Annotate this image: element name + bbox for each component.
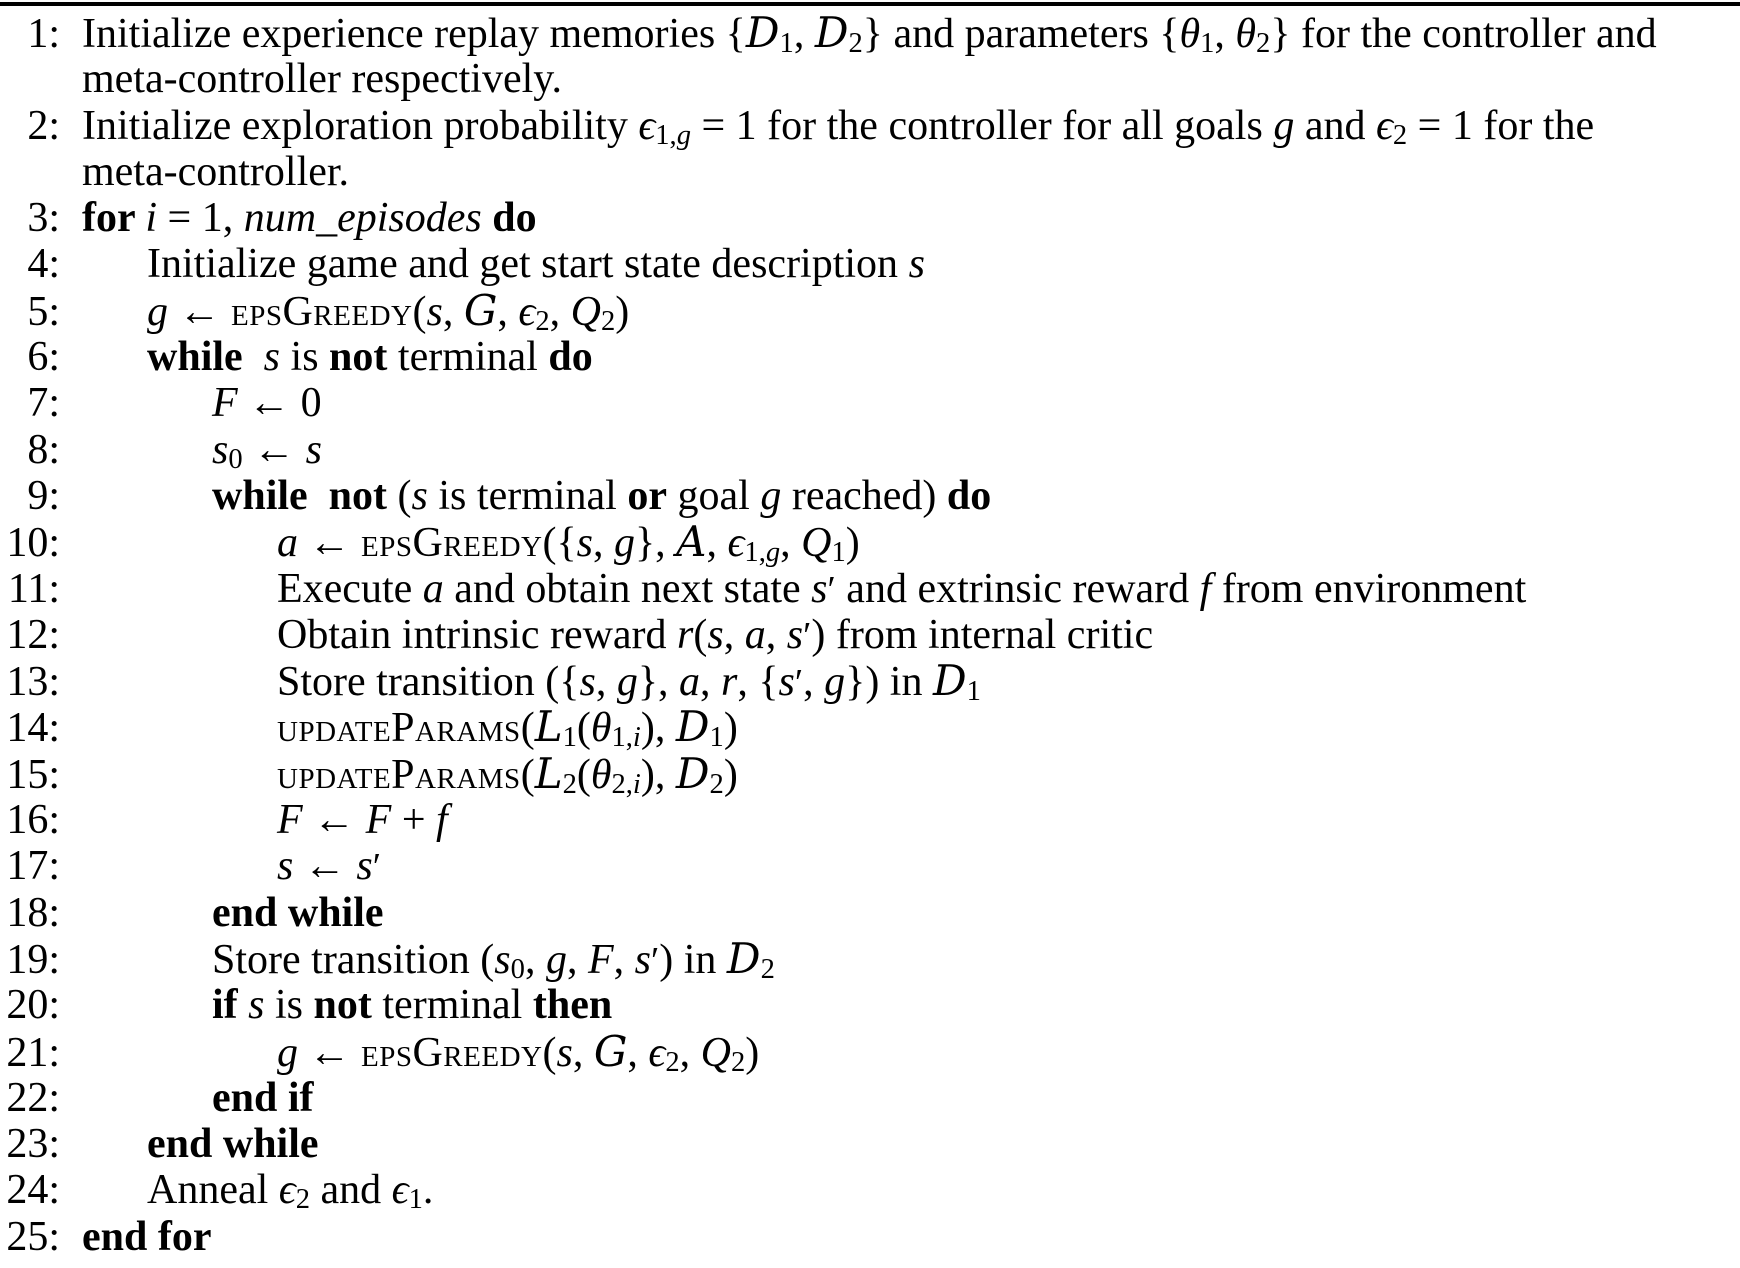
text-segment: f <box>1199 565 1212 612</box>
text-segment: reached) <box>781 472 947 519</box>
algo-line <box>0 103 1740 149</box>
text-segment: 2 <box>730 1046 746 1078</box>
text-segment: 1, <box>655 119 677 151</box>
text-segment: G <box>463 285 498 335</box>
text-segment: g <box>765 537 781 569</box>
text-segment: not <box>313 982 372 1029</box>
line-number: 9: <box>27 472 60 519</box>
text-segment: ϵ <box>727 520 745 567</box>
text-segment: ( <box>576 751 591 798</box>
text-segment: A <box>676 517 707 567</box>
text-segment: epsGreedy <box>361 520 543 567</box>
text-segment: D <box>932 656 967 706</box>
algo-line <box>0 843 1740 889</box>
text-segment: if <box>212 982 249 1029</box>
text-segment: ′ <box>650 939 660 982</box>
line-number: 8: <box>27 426 60 473</box>
text-segment: g <box>277 1029 298 1076</box>
algo-line <box>0 656 1740 708</box>
text-segment: θ <box>590 751 612 798</box>
algo-line <box>0 612 1740 658</box>
text-segment: 1 <box>1200 28 1215 60</box>
text-segment: ← <box>298 1029 361 1076</box>
text-segment: ( <box>520 705 535 752</box>
algorithm-pseudocode <box>0 10 1740 1260</box>
text-segment: ← <box>302 797 366 844</box>
text-segment: F <box>277 797 303 844</box>
line-text <box>60 334 593 380</box>
text-segment: s <box>263 334 281 381</box>
text-segment: ← 0 <box>237 380 322 427</box>
text-segment: a <box>744 611 766 658</box>
text-segment: 2 <box>600 305 616 337</box>
text-segment: ( <box>576 705 591 752</box>
text-segment: ), <box>640 705 676 752</box>
text-segment: s <box>811 565 828 612</box>
line-text <box>60 1214 212 1260</box>
text-segment: , <box>803 659 825 706</box>
algo-line <box>0 933 1740 986</box>
text-segment: is terminal <box>427 472 628 519</box>
text-segment: , <box>442 288 464 335</box>
line-number: 18: <box>6 889 60 936</box>
text-segment: Q <box>801 520 832 567</box>
text-segment: r <box>677 611 694 658</box>
text-segment: ( <box>693 611 708 658</box>
algo-line <box>0 517 1740 569</box>
line-number: 14: <box>6 705 60 752</box>
line-text <box>60 1075 314 1121</box>
line-text <box>60 56 562 102</box>
text-segment: ( <box>387 472 412 519</box>
text-segment: s <box>579 659 596 706</box>
line-number: 23: <box>6 1121 60 1168</box>
text-segment: s <box>908 241 925 288</box>
text-segment: , <box>595 659 617 706</box>
text-segment: ← <box>298 520 361 567</box>
algo-line <box>0 1167 1740 1216</box>
text-segment: r <box>720 659 738 706</box>
algo-line <box>0 1026 1740 1078</box>
text-segment: , <box>706 520 728 567</box>
text-segment: + <box>391 797 436 844</box>
text-segment: do <box>946 472 992 519</box>
text-segment: 2 <box>1256 28 1271 60</box>
text-segment: 2 <box>1392 119 1408 151</box>
text-segment: s <box>634 936 651 983</box>
text-segment: g <box>1273 102 1295 149</box>
text-segment: s <box>494 936 511 983</box>
text-segment: g <box>676 119 691 151</box>
text-segment: epsGreedy <box>231 288 413 335</box>
text-segment: }, <box>634 520 677 567</box>
line-text <box>60 195 537 241</box>
text-segment: updateParams <box>277 705 521 752</box>
text-segment: Store transition ({ <box>277 659 580 706</box>
text-segment: Q <box>570 288 601 335</box>
text-segment: F <box>365 797 392 844</box>
algo-line <box>0 890 1740 936</box>
text-segment: and extrinsic reward <box>835 565 1200 612</box>
text-segment: ) <box>723 751 738 798</box>
text-segment: end if <box>212 1074 314 1121</box>
text-segment: ( <box>520 751 535 798</box>
text-segment: ← <box>242 426 306 473</box>
text-segment: D <box>675 702 710 752</box>
line-number: 10: <box>6 520 60 567</box>
text-segment: , <box>613 936 635 983</box>
text-segment: ϵ <box>638 102 656 149</box>
text-segment: ϵ <box>1375 102 1393 149</box>
text-segment: 2 <box>535 305 550 337</box>
text-segment: for <box>82 195 146 242</box>
text-segment: D <box>745 8 780 57</box>
text-segment: ({ <box>542 520 577 567</box>
text-segment: } for the controller and <box>1270 11 1657 57</box>
text-segment: f <box>436 797 448 844</box>
text-segment: ← <box>168 288 231 335</box>
text-segment: Obtain intrinsic reward <box>277 611 678 658</box>
text-segment: a <box>422 565 444 612</box>
text-segment: = 1, <box>157 195 244 242</box>
text-segment: Q <box>700 1029 731 1076</box>
text-segment: , <box>497 288 519 335</box>
text-segment: s <box>426 288 443 335</box>
text-segment: , <box>1214 11 1236 57</box>
text-segment: end while <box>147 1121 319 1168</box>
text-segment: 2 <box>562 768 577 800</box>
text-segment: not <box>328 472 388 519</box>
text-segment: = 1 for the <box>1407 102 1595 149</box>
text-segment: = 1 for the controller for all goals <box>690 102 1274 149</box>
text-segment: F <box>587 936 614 983</box>
text-segment: , <box>524 936 546 983</box>
text-segment: 1 <box>966 676 981 708</box>
text-segment: end while <box>212 889 384 936</box>
text-segment: i <box>145 195 158 242</box>
text-segment: epsGreedy <box>361 1029 543 1076</box>
text-segment: updateParams <box>277 751 521 798</box>
text-segment: s <box>212 426 229 473</box>
text-segment: s <box>786 611 804 658</box>
line-number: 3: <box>27 195 60 242</box>
text-segment: ) <box>723 705 738 752</box>
algo-line <box>0 195 1740 241</box>
line-number: 24: <box>6 1167 60 1214</box>
text-segment: , <box>679 1029 701 1076</box>
text-segment: , <box>572 1029 594 1076</box>
line-number: 7: <box>27 380 60 427</box>
line-number: 2: <box>27 102 60 149</box>
text-segment: Initialize exploration probability <box>82 102 639 149</box>
text-segment: ← <box>293 843 357 890</box>
algo-line <box>0 380 1740 426</box>
algo-line <box>0 427 1740 473</box>
algo-line <box>0 566 1740 612</box>
text-segment: D <box>814 8 849 57</box>
text-segment: θ <box>1179 11 1201 57</box>
text-segment: 1 <box>779 28 794 60</box>
text-segment: i <box>632 768 641 800</box>
text-segment: is <box>280 334 330 381</box>
line-number: 15: <box>6 751 60 798</box>
algorithm-top-rule <box>0 2 1740 6</box>
text-segment: , { <box>737 659 779 706</box>
text-segment: 2, <box>611 768 633 800</box>
text-segment: g <box>760 472 782 519</box>
algo-line <box>0 473 1740 519</box>
text-segment: 2 <box>295 1184 310 1216</box>
text-segment: , <box>765 611 787 658</box>
text-segment: ) in <box>659 936 727 983</box>
text-segment: ) <box>745 1029 760 1076</box>
line-number: 19: <box>6 936 60 983</box>
text-segment: ′ <box>827 568 836 611</box>
text-segment: , <box>793 11 815 57</box>
text-segment: Anneal <box>147 1167 279 1214</box>
text-segment: ), <box>640 751 676 798</box>
text-segment: or <box>627 472 668 519</box>
line-text <box>60 566 1526 613</box>
algo-line <box>0 241 1740 287</box>
line-text <box>60 890 384 936</box>
text-segment: is <box>264 982 314 1029</box>
text-segment: i <box>632 722 641 754</box>
text-segment: g <box>613 520 635 567</box>
text-segment: s <box>778 659 795 706</box>
text-segment: L <box>534 702 563 752</box>
text-segment: num_episodes <box>243 195 482 242</box>
line-number: 1: <box>27 11 60 57</box>
text-segment: θ <box>590 705 612 752</box>
text-segment: g <box>545 936 567 983</box>
text-segment: 1 <box>709 722 724 754</box>
algo-line <box>0 1075 1740 1121</box>
text-segment: s <box>277 843 294 890</box>
text-segment: and <box>1294 102 1376 149</box>
text-segment: D <box>726 933 761 983</box>
text-segment: s <box>305 426 322 473</box>
algo-line <box>0 1121 1740 1167</box>
text-segment: D <box>675 748 710 798</box>
text-segment: ( <box>542 1029 557 1076</box>
line-text <box>60 982 612 1028</box>
text-segment: θ <box>1235 11 1257 57</box>
line-text <box>60 612 1153 659</box>
text-segment <box>253 334 264 380</box>
line-number: 6: <box>27 334 60 381</box>
text-segment: while <box>147 334 254 381</box>
text-segment: F <box>212 380 238 427</box>
text-segment: Initialize game and get start state description <box>147 241 909 288</box>
text-segment: and obtain next state <box>443 565 812 612</box>
text-segment: s <box>707 611 724 658</box>
algo-line <box>0 748 1740 800</box>
line-number: 5: <box>27 288 60 335</box>
text-segment: ′ <box>794 662 804 705</box>
text-segment: 1 <box>831 537 846 569</box>
text-segment: then <box>532 982 613 1029</box>
text-segment: a <box>678 659 700 706</box>
line-text <box>60 1121 319 1167</box>
text-segment: , <box>592 520 614 567</box>
text-segment: Initialize experience replay memories { <box>82 11 746 57</box>
text-segment: , <box>723 611 745 658</box>
text-segment <box>318 473 329 519</box>
line-number: 20: <box>6 982 60 1029</box>
text-segment: 2 <box>760 954 775 986</box>
algo-line <box>0 334 1740 380</box>
text-segment: , <box>549 288 571 335</box>
text-segment: s <box>576 520 593 567</box>
text-segment: 1 <box>562 722 577 754</box>
text-segment: 1, <box>611 722 633 754</box>
algo-line <box>0 982 1740 1028</box>
text-segment <box>482 195 493 241</box>
text-segment: terminal <box>371 982 533 1029</box>
line-number: 12: <box>6 611 60 658</box>
text-segment: a <box>277 520 298 567</box>
line-text <box>60 149 349 195</box>
text-segment: 2 <box>848 28 863 60</box>
line-number: 16: <box>6 797 60 844</box>
text-segment: }) in <box>845 659 933 706</box>
text-segment: 1, <box>744 537 766 569</box>
text-segment: ′ <box>803 614 812 657</box>
algo-line <box>0 285 1740 337</box>
line-number: 11: <box>7 565 60 612</box>
text-segment: 0 <box>510 954 525 986</box>
text-segment: ϵ <box>518 288 536 335</box>
text-segment: and <box>310 1167 392 1214</box>
text-segment: 1 <box>408 1184 423 1216</box>
algo-line <box>0 797 1740 843</box>
text-segment: do <box>492 195 537 242</box>
text-segment: Execute <box>277 565 423 612</box>
text-segment: , <box>566 936 588 983</box>
text-segment: meta-controller respectively. <box>82 56 563 103</box>
line-text <box>60 380 322 426</box>
line-number: 22: <box>6 1074 60 1121</box>
text-segment: 2 <box>709 768 724 800</box>
line-text <box>60 473 991 519</box>
text-segment: 2 <box>665 1046 680 1078</box>
text-segment: ) <box>615 288 630 335</box>
text-segment: terminal <box>387 334 549 381</box>
text-segment: s <box>356 843 373 890</box>
text-segment: from environment <box>1211 565 1527 612</box>
text-segment: g <box>147 288 168 335</box>
text-segment: 0 <box>228 443 243 475</box>
text-segment: , <box>699 659 721 706</box>
line-number: 13: <box>6 659 60 706</box>
text-segment: . <box>422 1167 434 1214</box>
text-segment: ) from internal critic <box>811 611 1154 658</box>
text-segment: s <box>411 472 428 519</box>
text-segment: do <box>548 334 593 381</box>
text-segment: L <box>534 748 563 798</box>
algo-line <box>0 8 1740 60</box>
text-segment: not <box>329 334 388 381</box>
text-segment: g <box>824 659 846 706</box>
text-segment: , <box>780 520 802 567</box>
text-segment: while <box>212 472 319 519</box>
text-segment: G <box>593 1026 628 1076</box>
text-segment: ′ <box>372 846 381 889</box>
text-segment: goal <box>667 472 761 519</box>
text-segment: ( <box>412 288 427 335</box>
line-text <box>60 843 381 890</box>
text-segment: end for <box>82 1213 212 1260</box>
text-segment: s <box>556 1029 573 1076</box>
text-segment: meta-controller. <box>82 148 350 195</box>
text-segment: }, <box>637 659 679 706</box>
text-segment: Store transition ( <box>212 936 495 983</box>
line-number: 4: <box>27 241 60 288</box>
line-number: 25: <box>6 1213 60 1260</box>
line-number: 17: <box>6 843 60 890</box>
line-text <box>60 241 925 287</box>
text-segment: } and parameters { <box>862 11 1180 57</box>
text-segment: g <box>616 659 638 706</box>
text-segment: , <box>627 1029 649 1076</box>
text-segment: ϵ <box>391 1167 409 1214</box>
line-number: 21: <box>6 1029 60 1076</box>
text-segment: ϵ <box>648 1029 666 1076</box>
text-segment: ϵ <box>278 1167 296 1214</box>
text-segment: ) <box>845 520 860 567</box>
text-segment: s <box>248 982 265 1029</box>
line-text <box>60 797 448 843</box>
